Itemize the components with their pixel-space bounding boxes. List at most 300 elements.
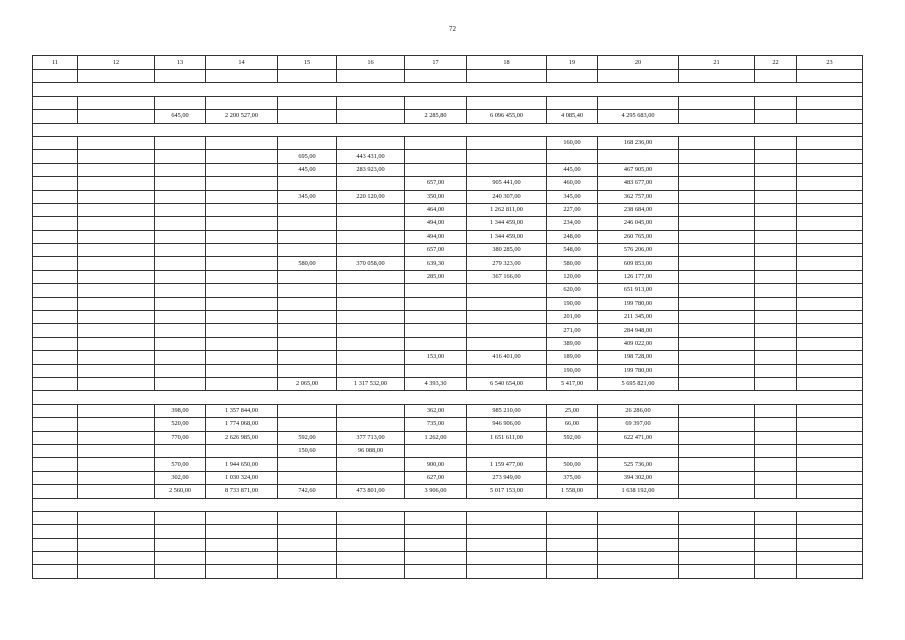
column-header: 13 xyxy=(155,56,206,70)
table-cell xyxy=(78,311,155,324)
table-cell xyxy=(155,324,206,337)
table-cell xyxy=(206,284,278,297)
table-cell xyxy=(755,230,797,243)
table-cell xyxy=(797,351,863,364)
table-cell xyxy=(679,83,755,96)
table-cell xyxy=(278,418,337,431)
table-cell xyxy=(155,337,206,350)
table-cell xyxy=(278,270,337,283)
table-cell xyxy=(278,136,337,149)
table-cell: 445,00 xyxy=(278,163,337,176)
table-cell xyxy=(155,177,206,190)
table-cell xyxy=(467,96,547,109)
table-cell: 1 344 459,00 xyxy=(467,230,547,243)
table-row xyxy=(33,525,863,538)
table-cell xyxy=(547,565,598,578)
table-cell xyxy=(206,150,278,163)
table-cell xyxy=(78,511,155,524)
section-divider-row xyxy=(33,391,863,404)
column-header: 17 xyxy=(405,56,467,70)
table-cell xyxy=(679,284,755,297)
table-cell xyxy=(755,311,797,324)
table-cell xyxy=(797,404,863,417)
table-row xyxy=(33,96,863,109)
table-cell xyxy=(206,83,278,96)
table-row xyxy=(33,351,863,364)
table-row xyxy=(33,177,863,190)
table-cell xyxy=(797,110,863,123)
table-cell: 2 285,80 xyxy=(405,110,467,123)
table-cell xyxy=(337,83,405,96)
table-cell: 5 417,00 xyxy=(547,377,598,390)
table-row xyxy=(33,284,863,297)
table-cell xyxy=(755,418,797,431)
table-cell xyxy=(797,324,863,337)
table-cell xyxy=(467,525,547,538)
table-cell xyxy=(797,364,863,377)
table-cell xyxy=(206,364,278,377)
table-cell xyxy=(679,525,755,538)
table-cell xyxy=(679,163,755,176)
table-cell xyxy=(155,511,206,524)
table-cell: 639,30 xyxy=(405,257,467,270)
table-cell xyxy=(78,177,155,190)
table-cell xyxy=(78,217,155,230)
table-cell xyxy=(755,83,797,96)
table-cell xyxy=(679,471,755,484)
table-cell xyxy=(405,150,467,163)
table-cell xyxy=(679,458,755,471)
section-divider-row xyxy=(33,83,863,96)
table-cell: 620,00 xyxy=(547,284,598,297)
table-cell xyxy=(155,217,206,230)
table-cell xyxy=(155,123,206,136)
table-cell xyxy=(278,538,337,551)
table-cell xyxy=(33,431,78,444)
table-cell xyxy=(547,525,598,538)
table-cell: 190,00 xyxy=(547,297,598,310)
table-cell xyxy=(206,498,278,511)
table-cell xyxy=(278,83,337,96)
table-cell: 150,60 xyxy=(278,444,337,457)
table-cell xyxy=(797,485,863,498)
table-cell xyxy=(337,136,405,149)
table-cell xyxy=(467,511,547,524)
table-cell xyxy=(337,324,405,337)
table-cell xyxy=(337,538,405,551)
table-cell xyxy=(405,123,467,136)
table-cell xyxy=(206,257,278,270)
table-cell xyxy=(797,244,863,257)
table-cell xyxy=(33,377,78,390)
table-cell xyxy=(337,552,405,565)
table-cell xyxy=(278,230,337,243)
table-cell xyxy=(755,110,797,123)
table-cell: 770,00 xyxy=(155,431,206,444)
table-cell: 2 065,00 xyxy=(278,377,337,390)
table-cell xyxy=(467,391,547,404)
table-row xyxy=(33,311,863,324)
table-cell: 657,00 xyxy=(405,244,467,257)
table-cell xyxy=(547,391,598,404)
table-cell xyxy=(155,297,206,310)
table-cell xyxy=(33,257,78,270)
table-cell xyxy=(155,377,206,390)
table-row xyxy=(33,418,863,431)
table-row xyxy=(33,552,863,565)
table-cell xyxy=(337,230,405,243)
table-cell xyxy=(598,525,679,538)
table-cell xyxy=(755,552,797,565)
table-cell xyxy=(679,311,755,324)
table-cell: 645,00 xyxy=(155,110,206,123)
table-cell xyxy=(206,444,278,457)
table-cell xyxy=(33,525,78,538)
table-cell xyxy=(155,391,206,404)
table-cell xyxy=(206,244,278,257)
table-cell xyxy=(278,324,337,337)
table-cell xyxy=(679,136,755,149)
section-divider-row xyxy=(33,498,863,511)
table-cell xyxy=(755,177,797,190)
table-row xyxy=(33,297,863,310)
table-cell xyxy=(155,96,206,109)
table-cell xyxy=(33,404,78,417)
column-header: 22 xyxy=(755,56,797,70)
table-cell: 592,00 xyxy=(547,431,598,444)
table-cell xyxy=(155,150,206,163)
table-cell xyxy=(33,471,78,484)
table-cell xyxy=(598,444,679,457)
column-header: 14 xyxy=(206,56,278,70)
table-cell: 5 695 821,00 xyxy=(598,377,679,390)
table-cell xyxy=(405,324,467,337)
table-cell xyxy=(33,284,78,297)
table-cell: 3 906,00 xyxy=(405,485,467,498)
table-cell xyxy=(33,136,78,149)
table-cell: 525 736,00 xyxy=(598,458,679,471)
table-cell xyxy=(755,150,797,163)
table-cell: 494,00 xyxy=(405,217,467,230)
table-cell xyxy=(78,404,155,417)
table-cell xyxy=(278,511,337,524)
table-cell xyxy=(78,110,155,123)
table-cell: 1 357 844,00 xyxy=(206,404,278,417)
table-cell xyxy=(679,217,755,230)
table-row xyxy=(33,150,863,163)
table-row xyxy=(33,270,863,283)
table-cell xyxy=(278,565,337,578)
table-cell xyxy=(679,177,755,190)
table-cell xyxy=(405,96,467,109)
table-cell xyxy=(206,311,278,324)
table-cell xyxy=(278,123,337,136)
table-cell xyxy=(78,458,155,471)
table-cell xyxy=(679,70,755,83)
table-cell xyxy=(337,244,405,257)
table-cell xyxy=(33,337,78,350)
table-cell xyxy=(33,123,78,136)
table-row xyxy=(33,136,863,149)
table-cell xyxy=(337,458,405,471)
table-cell xyxy=(206,123,278,136)
table-cell: 153,00 xyxy=(405,351,467,364)
table-row xyxy=(33,257,863,270)
table-cell xyxy=(33,364,78,377)
table-cell xyxy=(337,351,405,364)
table-cell xyxy=(755,444,797,457)
table-cell xyxy=(755,364,797,377)
table-cell xyxy=(679,297,755,310)
table-cell: 735,00 xyxy=(405,418,467,431)
table-cell xyxy=(33,203,78,216)
table-cell xyxy=(467,552,547,565)
column-header: 20 xyxy=(598,56,679,70)
table-cell: 26 286,00 xyxy=(598,404,679,417)
table-cell xyxy=(797,190,863,203)
table-cell xyxy=(755,324,797,337)
table-cell xyxy=(755,337,797,350)
table-cell xyxy=(405,83,467,96)
table-cell: 248,00 xyxy=(547,230,598,243)
table-cell xyxy=(33,351,78,364)
table-cell: 370 058,00 xyxy=(337,257,405,270)
table-cell xyxy=(797,83,863,96)
table-cell: 2 626 985,00 xyxy=(206,431,278,444)
table-cell xyxy=(33,552,78,565)
table-cell xyxy=(679,485,755,498)
table-cell xyxy=(155,257,206,270)
table-cell: 580,00 xyxy=(547,257,598,270)
table-cell: 900,00 xyxy=(405,458,467,471)
table-row xyxy=(33,404,863,417)
table-cell xyxy=(797,136,863,149)
table-cell: 460,00 xyxy=(547,177,598,190)
table-cell xyxy=(467,284,547,297)
table-cell xyxy=(679,337,755,350)
table-cell xyxy=(467,136,547,149)
table-cell xyxy=(206,190,278,203)
table-cell xyxy=(467,444,547,457)
table-cell xyxy=(78,391,155,404)
table-cell xyxy=(755,244,797,257)
table-cell: 273 949,00 xyxy=(467,471,547,484)
table-cell xyxy=(206,270,278,283)
table-cell: 260 765,00 xyxy=(598,230,679,243)
table-cell xyxy=(467,163,547,176)
table-cell xyxy=(679,418,755,431)
table-cell: 160,00 xyxy=(547,136,598,149)
table-cell xyxy=(33,418,78,431)
table-cell: 69 397,00 xyxy=(598,418,679,431)
table-cell xyxy=(337,511,405,524)
table-cell xyxy=(78,150,155,163)
table-cell: 362 757,00 xyxy=(598,190,679,203)
table-cell: 66,00 xyxy=(547,418,598,431)
table-cell xyxy=(797,163,863,176)
table-cell: 345,00 xyxy=(547,190,598,203)
table-cell xyxy=(155,351,206,364)
table-cell xyxy=(467,297,547,310)
table-cell xyxy=(278,297,337,310)
table-cell xyxy=(78,471,155,484)
table-cell xyxy=(797,284,863,297)
header-row xyxy=(33,56,863,70)
table-cell xyxy=(78,485,155,498)
table-cell xyxy=(598,70,679,83)
table-cell xyxy=(797,471,863,484)
table-cell xyxy=(797,177,863,190)
table-cell xyxy=(797,498,863,511)
table-cell xyxy=(755,136,797,149)
table-cell: 377 713,00 xyxy=(337,431,405,444)
table-cell xyxy=(206,324,278,337)
table-cell xyxy=(278,404,337,417)
table-cell xyxy=(278,364,337,377)
table-cell xyxy=(33,565,78,578)
table-cell: 1 262 811,00 xyxy=(467,203,547,216)
table-cell xyxy=(78,498,155,511)
table-cell: 409 022,00 xyxy=(598,337,679,350)
table-cell: 2 200 527,00 xyxy=(206,110,278,123)
table-cell xyxy=(155,70,206,83)
table-cell xyxy=(467,324,547,337)
table-cell: 350,00 xyxy=(405,190,467,203)
table-cell xyxy=(337,284,405,297)
column-header: 23 xyxy=(797,56,863,70)
table-cell xyxy=(78,364,155,377)
table-cell: 570,00 xyxy=(155,458,206,471)
table-cell xyxy=(33,96,78,109)
table-cell xyxy=(155,552,206,565)
table-cell xyxy=(278,498,337,511)
table-row xyxy=(33,511,863,524)
table-cell xyxy=(33,538,78,551)
table-cell xyxy=(78,552,155,565)
table-cell xyxy=(797,96,863,109)
table-cell: 464,00 xyxy=(405,203,467,216)
table-cell xyxy=(278,311,337,324)
table-cell xyxy=(679,552,755,565)
table-cell xyxy=(155,136,206,149)
table-cell: 6 540 654,00 xyxy=(467,377,547,390)
table-cell xyxy=(337,311,405,324)
table-cell xyxy=(337,203,405,216)
table-cell: 695,00 xyxy=(278,150,337,163)
table-cell xyxy=(278,96,337,109)
table-cell xyxy=(797,70,863,83)
column-header: 16 xyxy=(337,56,405,70)
table-cell xyxy=(405,364,467,377)
table-cell xyxy=(755,485,797,498)
table-cell xyxy=(78,351,155,364)
table-cell xyxy=(679,230,755,243)
table-cell xyxy=(755,458,797,471)
table-cell xyxy=(78,337,155,350)
table-cell xyxy=(337,297,405,310)
table-cell xyxy=(598,123,679,136)
table-cell: 1 159 477,00 xyxy=(467,458,547,471)
table-cell: 96 088,00 xyxy=(337,444,405,457)
table-cell xyxy=(206,377,278,390)
table-cell xyxy=(797,458,863,471)
table-cell: 199 780,00 xyxy=(598,297,679,310)
table-cell: 445,00 xyxy=(547,163,598,176)
table-cell xyxy=(337,217,405,230)
table-cell xyxy=(405,311,467,324)
column-header: 21 xyxy=(679,56,755,70)
table-cell xyxy=(337,404,405,417)
table-cell: 189,00 xyxy=(547,351,598,364)
table-cell xyxy=(206,525,278,538)
table-cell xyxy=(206,163,278,176)
table-cell xyxy=(405,136,467,149)
table-cell: 199 780,00 xyxy=(598,364,679,377)
table-cell xyxy=(78,96,155,109)
table-cell: 220 120,00 xyxy=(337,190,405,203)
table-cell xyxy=(755,284,797,297)
table-cell xyxy=(155,538,206,551)
table-cell xyxy=(467,364,547,377)
table-cell xyxy=(337,70,405,83)
table-cell xyxy=(337,177,405,190)
table-cell xyxy=(78,70,155,83)
table-cell: 1 262,00 xyxy=(405,431,467,444)
section-divider-row xyxy=(33,123,863,136)
table-cell xyxy=(467,83,547,96)
table-cell xyxy=(206,511,278,524)
table-cell: 946 906,00 xyxy=(467,418,547,431)
table-cell xyxy=(679,498,755,511)
table-cell: 657,00 xyxy=(405,177,467,190)
table-row xyxy=(33,458,863,471)
table-cell xyxy=(33,391,78,404)
table-cell: 6 096 455,00 xyxy=(467,110,547,123)
table-cell xyxy=(78,377,155,390)
table-cell xyxy=(755,297,797,310)
column-header: 11 xyxy=(33,56,78,70)
table-cell xyxy=(755,431,797,444)
table-cell xyxy=(337,364,405,377)
column-header: 19 xyxy=(547,56,598,70)
table-cell xyxy=(797,230,863,243)
table-cell: 1 651 611,00 xyxy=(467,431,547,444)
table-cell xyxy=(155,284,206,297)
column-header: 12 xyxy=(78,56,155,70)
table-cell xyxy=(78,123,155,136)
table-body xyxy=(33,70,863,579)
table-cell xyxy=(405,552,467,565)
table-cell xyxy=(155,190,206,203)
table-cell xyxy=(598,83,679,96)
table-cell xyxy=(679,511,755,524)
table-cell xyxy=(755,217,797,230)
table-cell xyxy=(155,163,206,176)
table-cell xyxy=(206,565,278,578)
table-cell xyxy=(547,96,598,109)
table-cell: 622 471,00 xyxy=(598,431,679,444)
table-cell xyxy=(337,110,405,123)
table-cell xyxy=(797,538,863,551)
table-cell xyxy=(467,337,547,350)
table-cell xyxy=(337,565,405,578)
table-cell xyxy=(797,552,863,565)
table-cell xyxy=(679,324,755,337)
table-row xyxy=(33,70,863,83)
table-cell xyxy=(547,150,598,163)
table-cell xyxy=(155,525,206,538)
page-number: 72 xyxy=(449,25,456,33)
